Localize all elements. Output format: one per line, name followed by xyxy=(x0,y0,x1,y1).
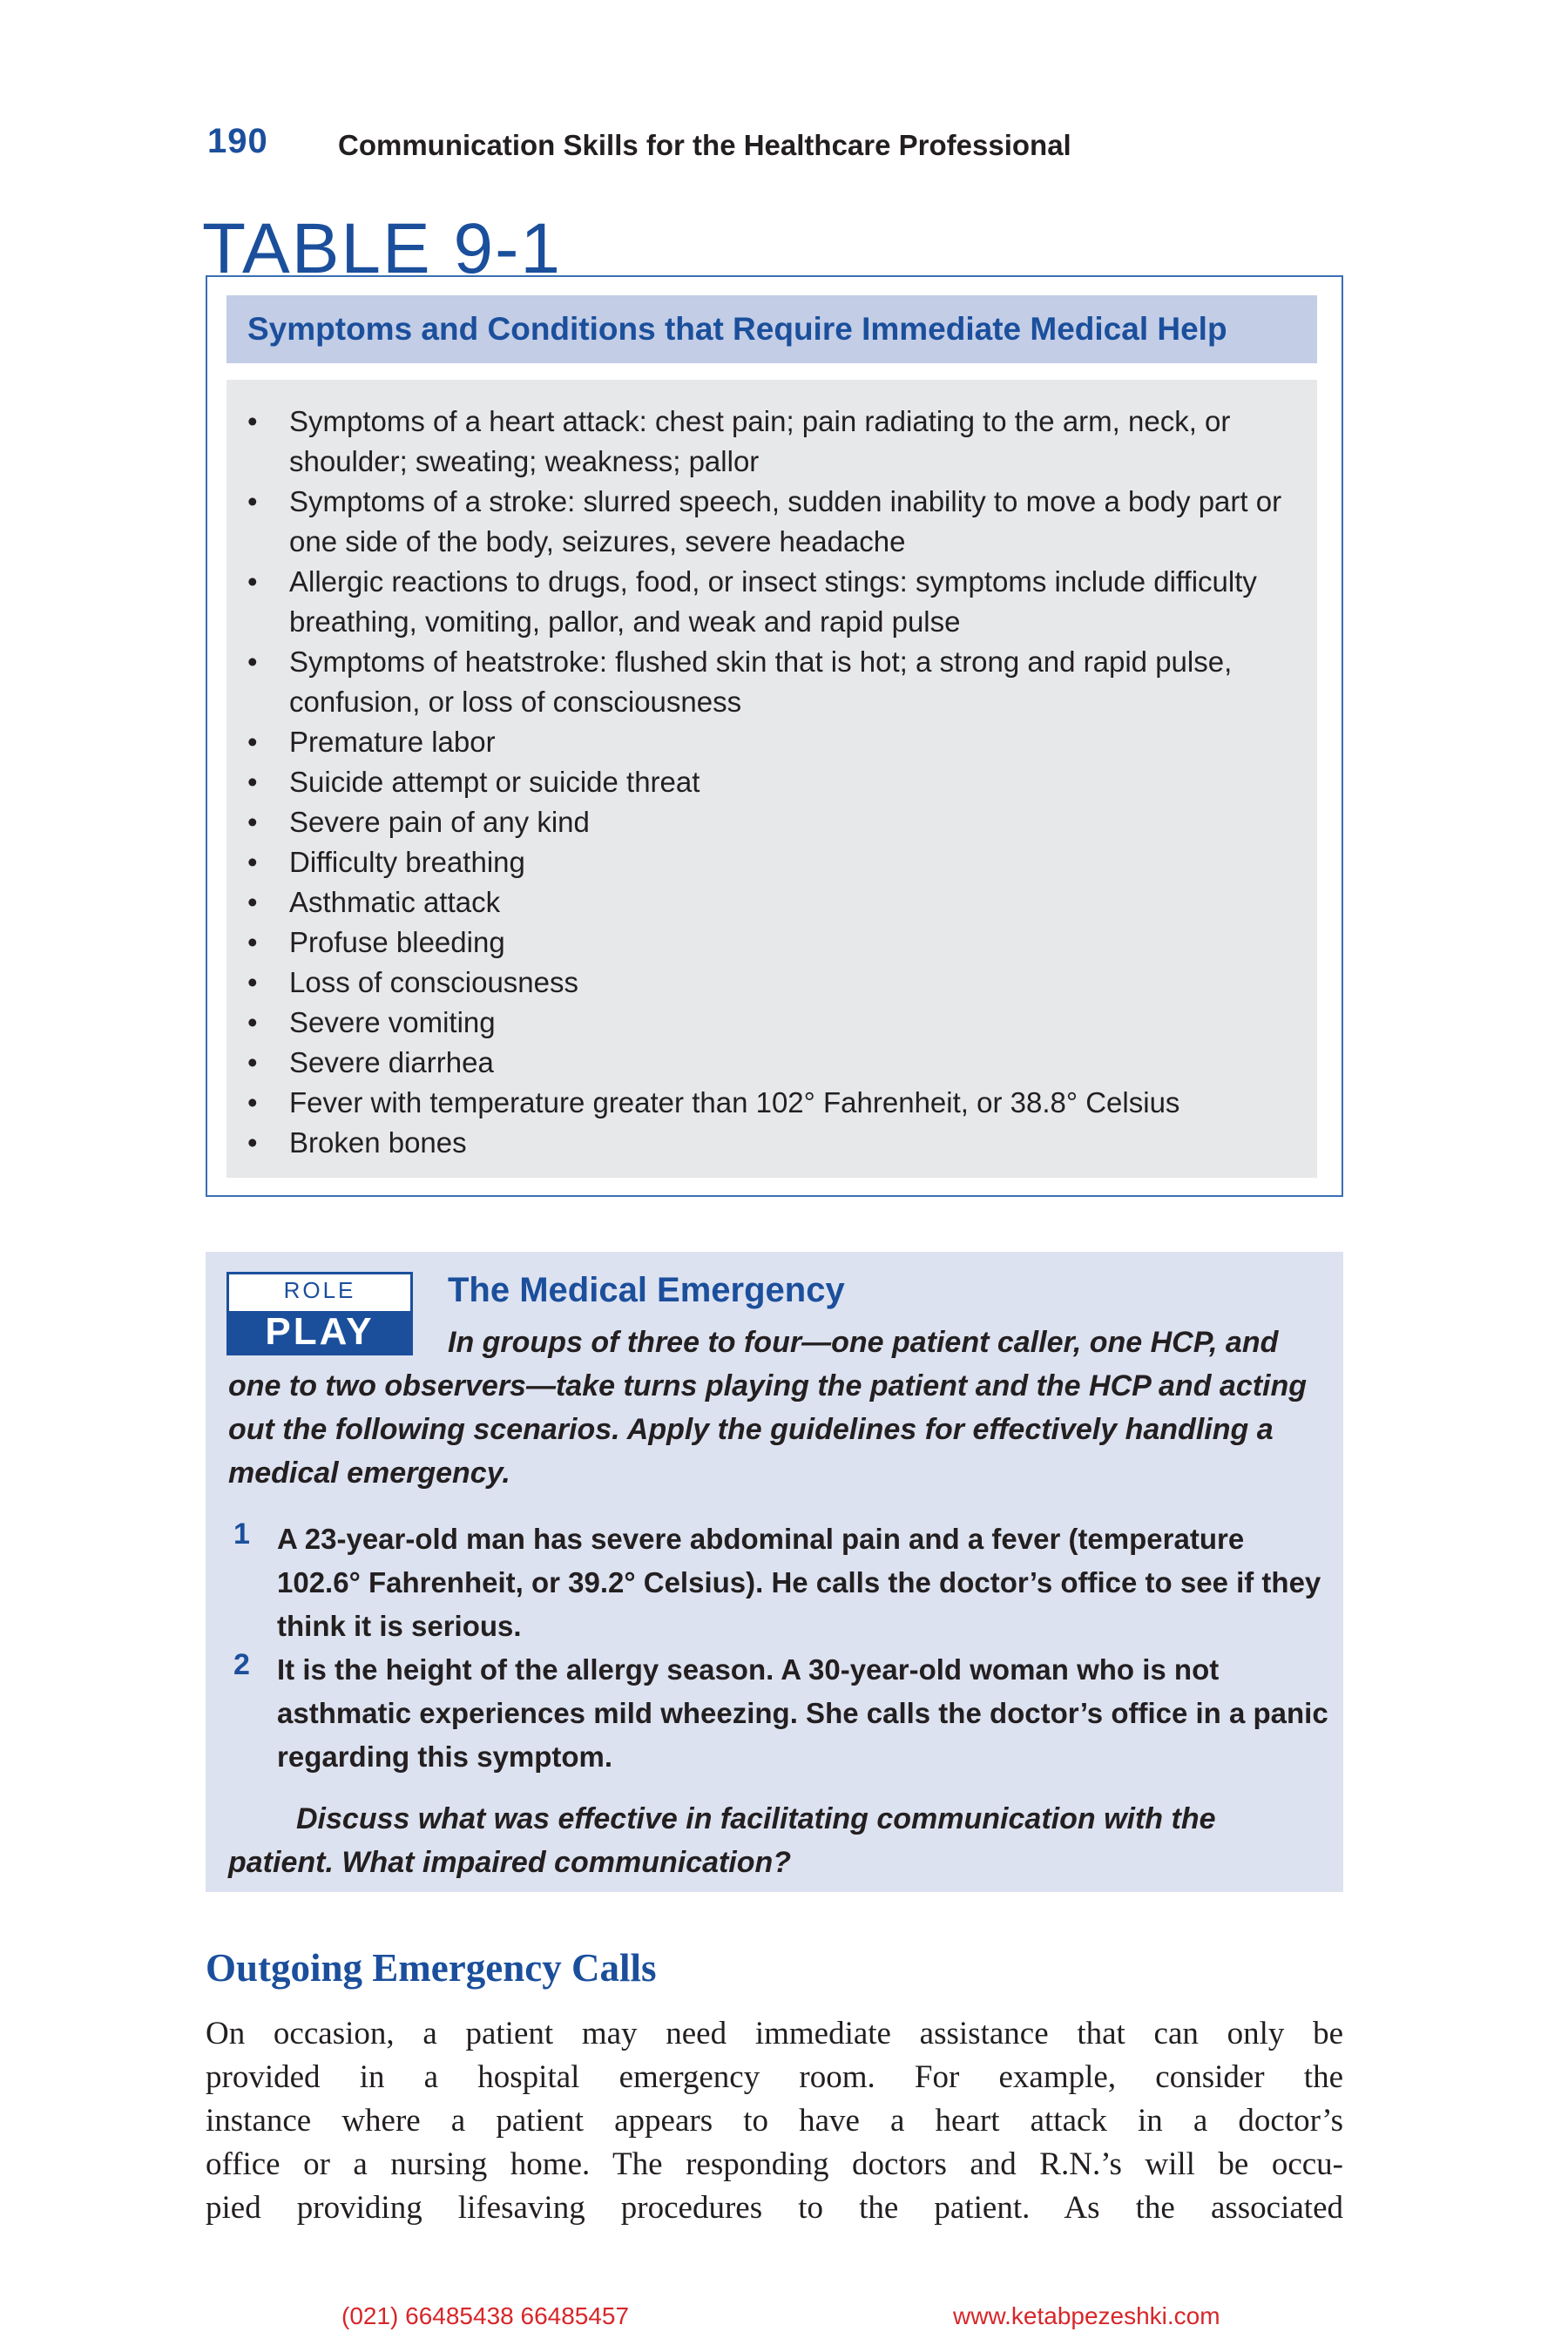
list-item: • Premature labor xyxy=(244,722,1289,762)
list-item: • Suicide attempt or suicide threat xyxy=(244,762,1289,802)
list-item: • Profuse bleeding xyxy=(244,923,1289,963)
list-item: • Allergic reactions to drugs, food, or insect stings: symptoms include difficulty breathing, vomiting, pallor, and weak and rapid pulse xyxy=(244,562,1289,642)
scenario-text: It is the height of the allergy season. A 30-year-old woman who is not asthmatic experiences mild wheezing. She calls the doctor’s office in a panic regarding this symptom. xyxy=(277,1653,1328,1773)
list-item: • Severe pain of any kind xyxy=(244,802,1289,842)
list-item: • Symptoms of heatstroke: flushed skin that is hot; a strong and rapid pulse, confusion, or loss of consciousness xyxy=(244,642,1289,722)
badge-play-text: PLAY xyxy=(265,1310,375,1353)
paragraph-line: office or a nursing home. The responding doctors and R.N.’s will be occu- xyxy=(206,2146,1343,2182)
list-item: • Broken bones xyxy=(244,1123,1289,1163)
list-item: • Asthmatic attack xyxy=(244,882,1289,923)
discussion-prompt-continued: patient. What impaired communication? xyxy=(228,1846,792,1879)
scenario-number: 1 xyxy=(233,1517,250,1551)
list-item: • Fever with temperature greater than 102° Fahrenheit, or 38.8° Celsius xyxy=(244,1083,1289,1123)
role-play-intro-first-line: In groups of three to four—one patient caller, one HCP, and xyxy=(448,1326,1279,1359)
table-heading: Symptoms and Conditions that Require Immediate Medical Help xyxy=(247,311,1227,347)
paragraph-line: On occasion, a patient may need immediate assistance that can only be xyxy=(206,2016,1343,2051)
table-label: TABLE 9-1 xyxy=(202,209,562,288)
footer-url[interactable]: www.ketabpezeshki.com xyxy=(953,2302,1220,2329)
role-play-intro: one to two observers—take turns playing the patient and the HCP and acting out the following scenarios. Apply the guidelines for effectively handling a medical emergency. xyxy=(228,1369,1308,1490)
paragraph-line: instance where a patient appears to have a heart attack in a doctor’s xyxy=(206,2103,1343,2139)
scenario-text: A 23-year-old man has severe abdominal pain and a fever (temperature 102.6° Fahrenheit, or 39.2° Celsius). He calls the doctor’s office to see if they think it is serious. xyxy=(277,1523,1321,1642)
badge-role-text: ROLE xyxy=(283,1277,356,1303)
role-play-title: The Medical Emergency xyxy=(448,1271,845,1309)
body-paragraph xyxy=(206,2012,1343,2230)
section-heading: Outgoing Emergency Calls xyxy=(206,1946,657,1990)
paragraph-line: provided in a hospital emergency room. For example, consider the xyxy=(206,2059,1343,2095)
list-item: • Symptoms of a heart attack: chest pain; pain radiating to the arm, neck, or shoulder; sweating; weakness; pallor xyxy=(244,402,1289,482)
list-item: • Symptoms of a stroke: slurred speech, sudden inability to move a body part or one side of the body, seizures, severe headache xyxy=(244,482,1289,562)
symptom-list xyxy=(244,402,1289,1163)
list-item: • Loss of consciousness xyxy=(244,963,1289,1003)
discussion-prompt: Discuss what was effective in facilitating communication with the xyxy=(296,1802,1216,1835)
page-number: 190 xyxy=(207,122,268,160)
paragraph-line: pied providing lifesaving procedures to the patient. As the associated xyxy=(206,2190,1343,2226)
list-item: • Severe vomiting xyxy=(244,1003,1289,1043)
list-item: • Severe diarrhea xyxy=(244,1043,1289,1083)
running-title: Communication Skills for the Healthcare Professional xyxy=(338,129,1071,161)
scenario-number: 2 xyxy=(233,1648,250,1681)
footer-phone: (021) 66485438 66485457 xyxy=(341,2302,630,2329)
list-item: • Difficulty breathing xyxy=(244,842,1289,882)
